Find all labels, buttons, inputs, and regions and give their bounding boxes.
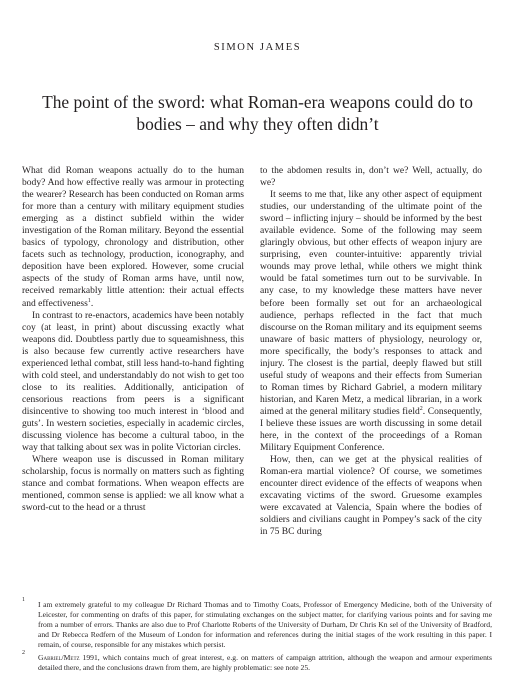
footnote-author: Gabriel/Metz [38,653,80,662]
paragraph: Where weapon use is discussed in Roman military scholarship, focus is normally on matters such as fighting stance and combat formations. When weapon effects are mentioned, common sense is applied: we all know what a sword-cut to the head or a thrust [22,454,244,514]
paragraph-text: What did Roman weapons actually do to the human body? And how effective really was armour in protecting the wearer? Research has been conducted on Roman arms for more than a century with military equipment studies emerging as a distinct subfield within the wider investigation of the Roman military. Beyond the essential basics of typology, chronology and distribution, other facets such as technology, production, iconography, and deposition have been explored. However, some crucial aspects of the study of Roman arms have, until now, received remarkably little attention: their actual effects and effectiveness [22,165,244,309]
body-column-right [260,165,482,538]
footnote-text: 1991, which contains much of great interest, e.g. on matters of campaign attrition, although the weapon and armour experiments detailed there, and the conclusions drawn from them, are highly problematic: see note 25. [38,653,492,672]
paragraph: How, then, can we get at the physical realities of Roman-era martial violence? Of course, we sometimes encounter direct evidence of the effects of weapons when excavating victims of the sword. Gruesome examples were excavated at Valencia, Spain where the bodies of soldiers and civilians caught in Pompey’s sack of the city in 75 BC during [260,454,482,538]
paragraph: In contrast to re-enactors, academics have been notably coy (at least, in print) about discussing exactly what weapons did. Doubtless partly due to squeamishness, this is also because few currently active researchers have experienced lethal combat, still less hand-to-hand fighting with cold steel, and understandably do not wish to get too close to its realities. Additionally, anticipation of censorious reactions from peers is a significant disincentive to showing too much interest in ‘blood and guts’. In western societies, especially in academic circles, discussing violence has become a cultural taboo, in the way that talking about sex was in polite Victorian circles. [22,309,244,454]
running-head-author: SIMON JAMES [213,42,302,53]
body-column-left [22,165,244,514]
footnote: 1 I am extremely grateful to my colleague Dr Richard Thomas and to Timothy Coats, Professor of Emergency Medicine, both of the University of Leicester, for commenting on drafts of this paper, for stimulating exchanges on the subject matter, for clarifying various points and for saving me from a number of errors. Thanks are also due to Prof Charlotte Roberts of the University of Durham, Dr Chris Kn sel of the University of Bradford, and Dr Rebecca Redfern of the Museum of London for information and references during the initial stages of the work resulting in this paper. I remain, of course, responsible for any mistakes which persist. [22,597,492,649]
footnote-marker[interactable]: 1 [87,297,91,304]
article-title: The point of the sword: what Roman-era weapons could do to bodies – and why they often didn’t [42,92,473,134]
footnote-marker[interactable]: 2 [419,405,423,412]
footnote: 2 Gabriel/Metz 1991, which contains much of great interest, e.g. on matters of campaign attrition, although the weapon and armour experiments detailed there, and the conclusions drawn from them, are highly problematic: see note 25. [22,650,492,672]
paragraph-text: . Consequently, I believe these issues are worth discussing in some detail here, in the context of the proceedings of a Roman Military Equipment Conference. [260,405,482,454]
paragraph [260,189,482,454]
paragraph-text: It seems to me that, like any other aspect of equipment studies, our understanding of the ultimate point of the sword – inflicting injury – should be informed by the best available evidence. Some of the following may seem glaringly obvious, but other effects of weapon injury are surprising, even counter-intuitive: apparently trivial wounds may prove lethal, while others we might think would be fatal sometimes turn out to be survivable. In any case, to my knowledge these matters have never before been formally set out for an archaeological audience, perhaps reflected in the fact that much discourse on the Roman military and its equipment seems unaware of basic matters of physiology, neurology or, more specifically, the body’s responses to attack and injury. The closest is the partial, deeply flawed but still useful study of weapons and their effects from Sumerian to Roman times by Richard Gabriel, a modern military historian, and Karen Metz, a medical librarian, in a work aimed at the general military studies field [260,189,482,417]
footnote-text: I am extremely grateful to my colleague Dr Richard Thomas and to Timothy Coats, Professor of Emergency Medicine, both of the University of Leicester, for commenting on drafts of this paper, for stimulating exchanges on the subject matter, for clarifying various points and for saving me from a number of errors. Thanks are also due to Prof Charlotte Roberts of the University of Durham, Dr Chris Kn sel of the University of Bradford, and Dr Rebecca Redfern of the Museum of London for information and references during the initial stages of the work resulting in this paper. I remain, of course, responsible for any mistakes which persist. [38,600,492,649]
paragraph: to the abdomen results in, don’t we? Well, actually, do we? [260,165,482,189]
footnotes [22,597,492,676]
paragraph: What did Roman weapons actually do to the human body? And how effective really was armour in protecting the wearer? Research has been conducted on Roman arms for more than a century with military equipment studies emerging as a distinct subfield within the wider investigation of the Roman military. Beyond the essential basics of typology, chronology and distribution, other facets such as technology, production, iconography, and deposition have been explored. However, some crucial aspects of the study of Roman arms have, until now, received remarkably little attention: their actual effects and effectiveness$^1$. [22,165,244,309]
